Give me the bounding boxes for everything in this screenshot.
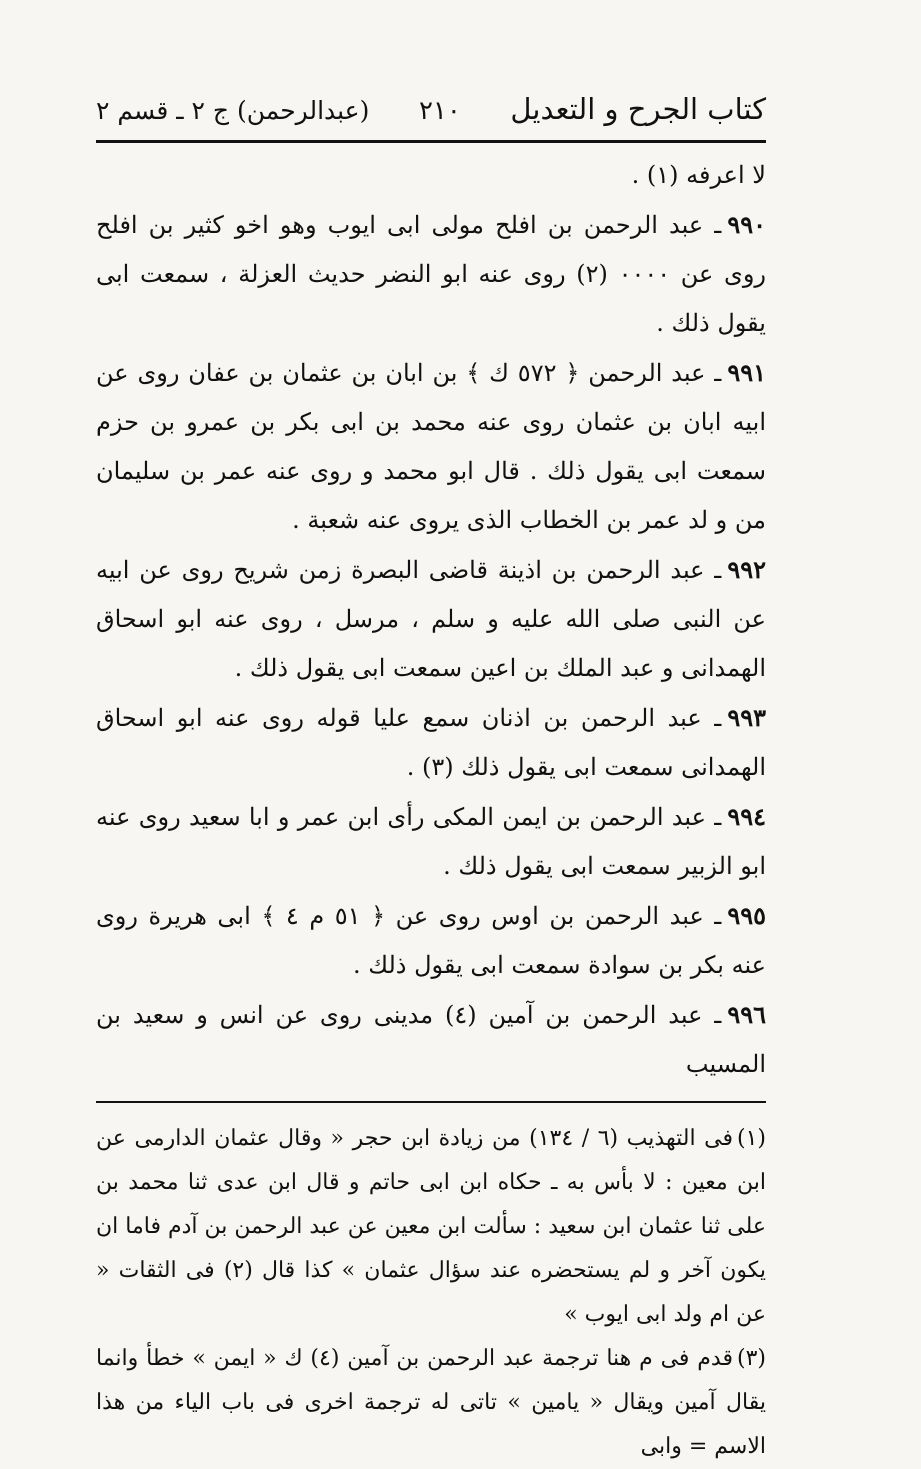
- running-header: [96, 92, 766, 140]
- entry-text: ـ عبد الرحمن بن آمين (٤) مدينى روى عن انس و سعيد بن المسيب: [96, 1001, 766, 1078]
- page-number: ٢١٠: [418, 96, 461, 126]
- entry-992: [96, 545, 766, 693]
- entry-text: ـ عبد الرحمن بن اذينة قاضى البصرة زمن شريح روى عن ابيه عن النبى صلى الله عليه و سلم ، مرسل ، روى عنه ابو اسحاق الهمدانى و عبد الملك بن اعين سمعت ابى يقول ذلك .: [96, 556, 766, 682]
- footnote-text: قدم فى م هنا ترجمة عبد الرحمن بن آمين (٤) ك « ايمن » خطأ وانما يقال آمين ويقال « يامين » تاتى له ترجمة اخرى فى باب الياء من هذا الاسم = وابى: [96, 1346, 766, 1459]
- book-title: كتاب الجرح و التعديل: [510, 92, 766, 126]
- entry-991: [96, 348, 766, 545]
- footnotes: [96, 1117, 766, 1469]
- footnote-number: (١): [736, 1126, 766, 1151]
- entry-number: ٩٩١: [727, 358, 766, 387]
- entry-text: ـ عبد الرحمن بن اذنان سمع عليا قوله روى عنه ابو اسحاق الهمدانى سمعت ابى يقول ذلك (٣) .: [96, 704, 766, 781]
- entry-996: [96, 990, 766, 1089]
- footnote-number: (٣): [736, 1346, 766, 1371]
- continuation-line: لا اعرفه (١) .: [631, 161, 766, 189]
- header-rule: [96, 140, 766, 143]
- entry-text: ـ عبد الرحمن ﴿ ٥٧٢ ك ﴾ بن ابان بن عثمان بن عفان روى عن ابيه ابان بن عثمان روى عنه محمد بن ابى بكر بن عمرو بن حزم سمعت ابى يقول ذلك . قال ابو محمد و روى عنه عمر بن سليمان من و لد عمر بن الخطاب الذى يروى عنه شعبة .: [96, 359, 767, 534]
- entry-number: ٩٩٦: [727, 1000, 767, 1029]
- document-page: [96, 92, 766, 1469]
- entry-number: ٩٩٤: [727, 802, 766, 831]
- entry-number: ٩٩٢: [727, 555, 766, 584]
- footnote-1: [96, 1117, 766, 1337]
- footnote-3: [96, 1337, 766, 1469]
- entry-994: [96, 792, 766, 891]
- entry-990: [96, 200, 766, 348]
- entry-number: ٩٩٣: [727, 703, 766, 732]
- entry-number: ٩٩٥: [727, 901, 766, 930]
- entry-text: ـ عبد الرحمن بن اوس روى عن ﴿ ٥١ م ٤ ﴾ ابى هريرة روى عنه بكر بن سوادة سمعت ابى يقول ذلك .: [96, 902, 766, 979]
- section-label: (عبدالرحمن) ج ٢ ـ قسم ٢: [96, 96, 370, 125]
- main-text: [96, 151, 766, 1089]
- entry-text: ـ عبد الرحمن بن ايمن المكى رأى ابن عمر و ابا سعيد روى عنه ابو الزبير سمعت ابى يقول ذلك .: [96, 803, 766, 880]
- entry-993: [96, 693, 766, 792]
- footnote-text: فى التهذيب (٦ / ١٣٤) من زيادة ابن حجر « وقال عثمان الدارمى عن ابن معين : لا بأس به ـ حكاه ابن ابى حاتم و قال ابن عدى ثنا محمد بن على ثنا عثمان ابن سعيد : سألت ابن معين عن عبد الرحمن بن آدم فاما ان يكون آخر و لم يستحضره عند سؤال عثمان » كذا قال (٢) فى الثقات « عن ام ولد ابى ايوب »: [96, 1126, 766, 1327]
- entry-number: ٩٩٠: [727, 210, 766, 239]
- footnote-rule: [96, 1101, 766, 1103]
- entry-995: [96, 891, 766, 990]
- entry-text: ـ عبد الرحمن بن افلح مولى ابى ايوب وهو اخو كثير بن افلح روى عن ٠٠٠٠ (٢) روى عنه ابو النضر حديث العزلة ، سمعت ابى يقول ذلك .: [96, 211, 767, 337]
